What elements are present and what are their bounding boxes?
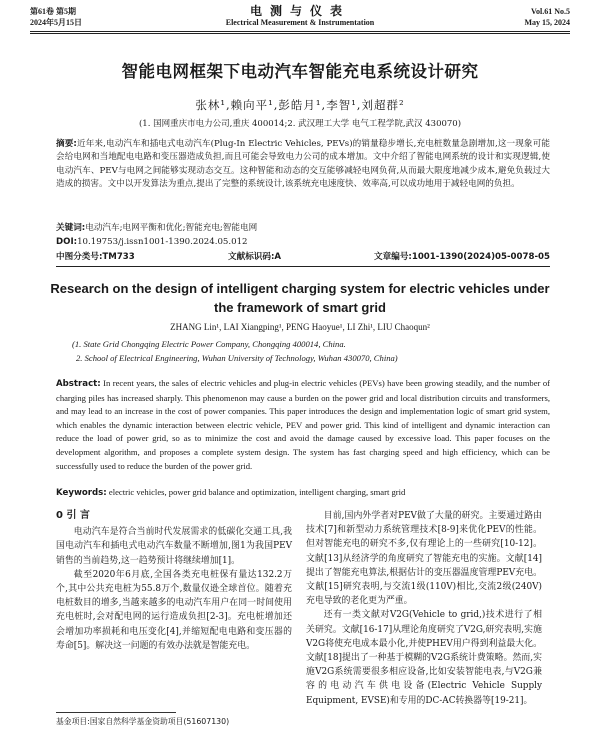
- abstract-en-label: Abstract:: [56, 379, 101, 389]
- abstract-cn-label: 摘要:: [56, 139, 77, 149]
- funding-note: 基金项目:国家自然科学基金资助项目(51607130): [56, 717, 230, 726]
- article-number: 文章编号:1001-1390(2024)05-0078-05: [374, 252, 550, 262]
- doi-text: 10.19753/j.issn1001-1390.2024.05.012: [77, 237, 248, 247]
- keywords-en: [56, 487, 550, 498]
- header-rule: [30, 31, 570, 32]
- affiliation-cn: (1. 国网重庆市电力公司,重庆 400014;2. 武汉理工大学 电气工程学院,武汉 430070): [138, 119, 462, 129]
- footnote-rule: [56, 712, 176, 713]
- classification-row: [56, 250, 550, 262]
- body-paragraph: 截至2020年6月底,全国各类充电桩保有量达132.2万个,其中公共充电桩为55.8万个,数量仅逊全球首位。随着充电桩数目的增多,当越来越多的电动汽车用户在同一时间使用充电桩时,会对配电网的运行造成负担[2-3]。充电桩增加还会增加功率损耗和电压变化[4],并缩短配电电路和变压器的寿命[5]。解决这一问题的有效办法就是智能充电。: [56, 569, 292, 651]
- authors-en: ZHANG Lin¹, LAI Xiangping¹, PENG Haoyue¹, LI Zhi¹, LIU Chaoqun²: [170, 322, 430, 332]
- keywords-cn: [56, 222, 550, 235]
- affiliation-en-2: 2. School of Electrical Engineering, Wuhan University of Technology, Wuhan 430070, China): [76, 353, 398, 363]
- volume-issue: 第61卷 第5期: [30, 7, 76, 16]
- abstract-en: [56, 377, 550, 473]
- journal-name-en: Electrical Measurement & Instrumentation: [225, 18, 375, 27]
- doi-label: DOI:: [56, 237, 78, 247]
- keywords-cn-text: 电动汽车;电网平衡和优化;智能充电;智能电网: [85, 223, 258, 233]
- journal-name-cn: 电测与仪表: [249, 4, 350, 18]
- volume-info-en: [524, 6, 570, 28]
- body-paragraph: 电动汽车是符合当前时代发展需求的低碳化交通工具,我国电动汽车和插电式电动汽车数量不断增加,图1为我国PEV销售的当前趋势,这一趋势预计将继续增加[1]。: [56, 527, 292, 566]
- journal-name: [30, 6, 570, 28]
- doi: [56, 236, 550, 249]
- clc-number: 中图分类号:TM733: [56, 252, 135, 262]
- running-header: [30, 6, 570, 34]
- body-column-left: [56, 509, 292, 653]
- keywords-en-label: Keywords:: [56, 488, 107, 498]
- body-paragraph: 目前,国内外学者对PEV做了大量的研究。主要通过路由技术[7]和新型动力系统管理技术[8-9]来优化PEV的性能。但对智能充电的研究不多,仅有理论上的一些研究[10-12]。文献[13]从经济学的角度研究了智能充电的实施。文献[14]提出了智能充电算法,根据估计的变压器温度管理PEV充电。文献[15]研究表明,与交流1级(110V)相比,交流2级(240V)充电导致的老化更为严重。: [306, 511, 542, 607]
- authors-cn: 张林¹,赖向平¹,彭皓月¹,李智¹,刘超群²: [195, 98, 405, 112]
- volume-issue-en: Vol.61 No.5: [530, 7, 570, 16]
- abstract-cn-text: 近年来,电动汽车和插电式电动汽车(Plug-In Electric Vehicles, PEVs)的销量稳步增长,充电桩数量急剧增加,这一现象可能会给电网和当地配电电路和变压器造成负担,而且可能会导致电力公司的成本增加。文中介绍了智能电网系统的设计和实现逻辑,使电动汽车、PEV与电网之间能够实现动态交互。这种智能和动态的交互能够减轻电网负荷,从而最大限度地减少成本,避免负载过大造成的损害。文中以开发算法为重点,提出了完整的系统设计,该系统充电速度快、效率高,可以成功地用于减轻电网的负担。: [56, 139, 550, 190]
- document-code: 文献标识码:A: [228, 252, 282, 262]
- keywords-cn-label: 关键词:: [56, 223, 86, 233]
- section-heading: 0 引 言: [56, 510, 90, 521]
- divider: [56, 266, 550, 267]
- affiliation-en-1: (1. State Grid Chongqing Electric Power Company, Chongqing 400014, China.: [72, 339, 346, 349]
- issue-date-en: May 15, 2024: [524, 18, 570, 27]
- abstract-en-text: In recent years, the sales of electric vehicles and plug-in electric vehicles (PEVs) have been growing steadily, and the number of charging piles has increased sharply. This phenomenon may cause a burden on the power grid and local distribution circuits and transformers, and may lead to an increase in the cost of power companies. This paper introduces the design and implementation logic of smart grid system, which enables the dynamic interaction between electric vehicle, PEV and power grid. This kind of intelligent and dynamic interaction can reduce the load of power grid, so as to minimize the cost and avoid the damage caused by excessive load. This paper focuses on the development algorithm, and proposes a complete system design. The system has fast charging speed and high efficiency, which can be successfully used to reduce the burden of the power grid.: [56, 378, 550, 471]
- title-en: Research on the design of intelligent charging system for electric vehicles under the framework of smart grid: [50, 281, 550, 315]
- issue-date: 2024年5月15日: [30, 18, 82, 27]
- body-column-right: [306, 509, 542, 708]
- body-paragraph: 还有一类文献对V2G(Vehicle to grid,)技术进行了相关研究。文献[16-17]从理论角度研究了V2G,研究表明,实施V2G将使充电成本最小化,并使PHEV用户得到利益最大化。文献[18]提出了一种基于模糊的V2G系统计费策略。然而,实施V2G系统需要很多相应设备,比如安装智能电表,与V2G兼容的电动汽车供电设备(Electric Vehicle Supply Equipment, EVSE)和专用的DC-AC转换器等[19-21]。: [306, 610, 542, 706]
- abstract-cn: [56, 138, 550, 192]
- header-rule-double: [30, 33, 570, 34]
- title-cn: 智能电网框架下电动汽车智能充电系统设计研究: [121, 62, 479, 81]
- keywords-en-text: electric vehicles, power grid balance and optimization, intelligent charging, smart grid: [108, 487, 406, 497]
